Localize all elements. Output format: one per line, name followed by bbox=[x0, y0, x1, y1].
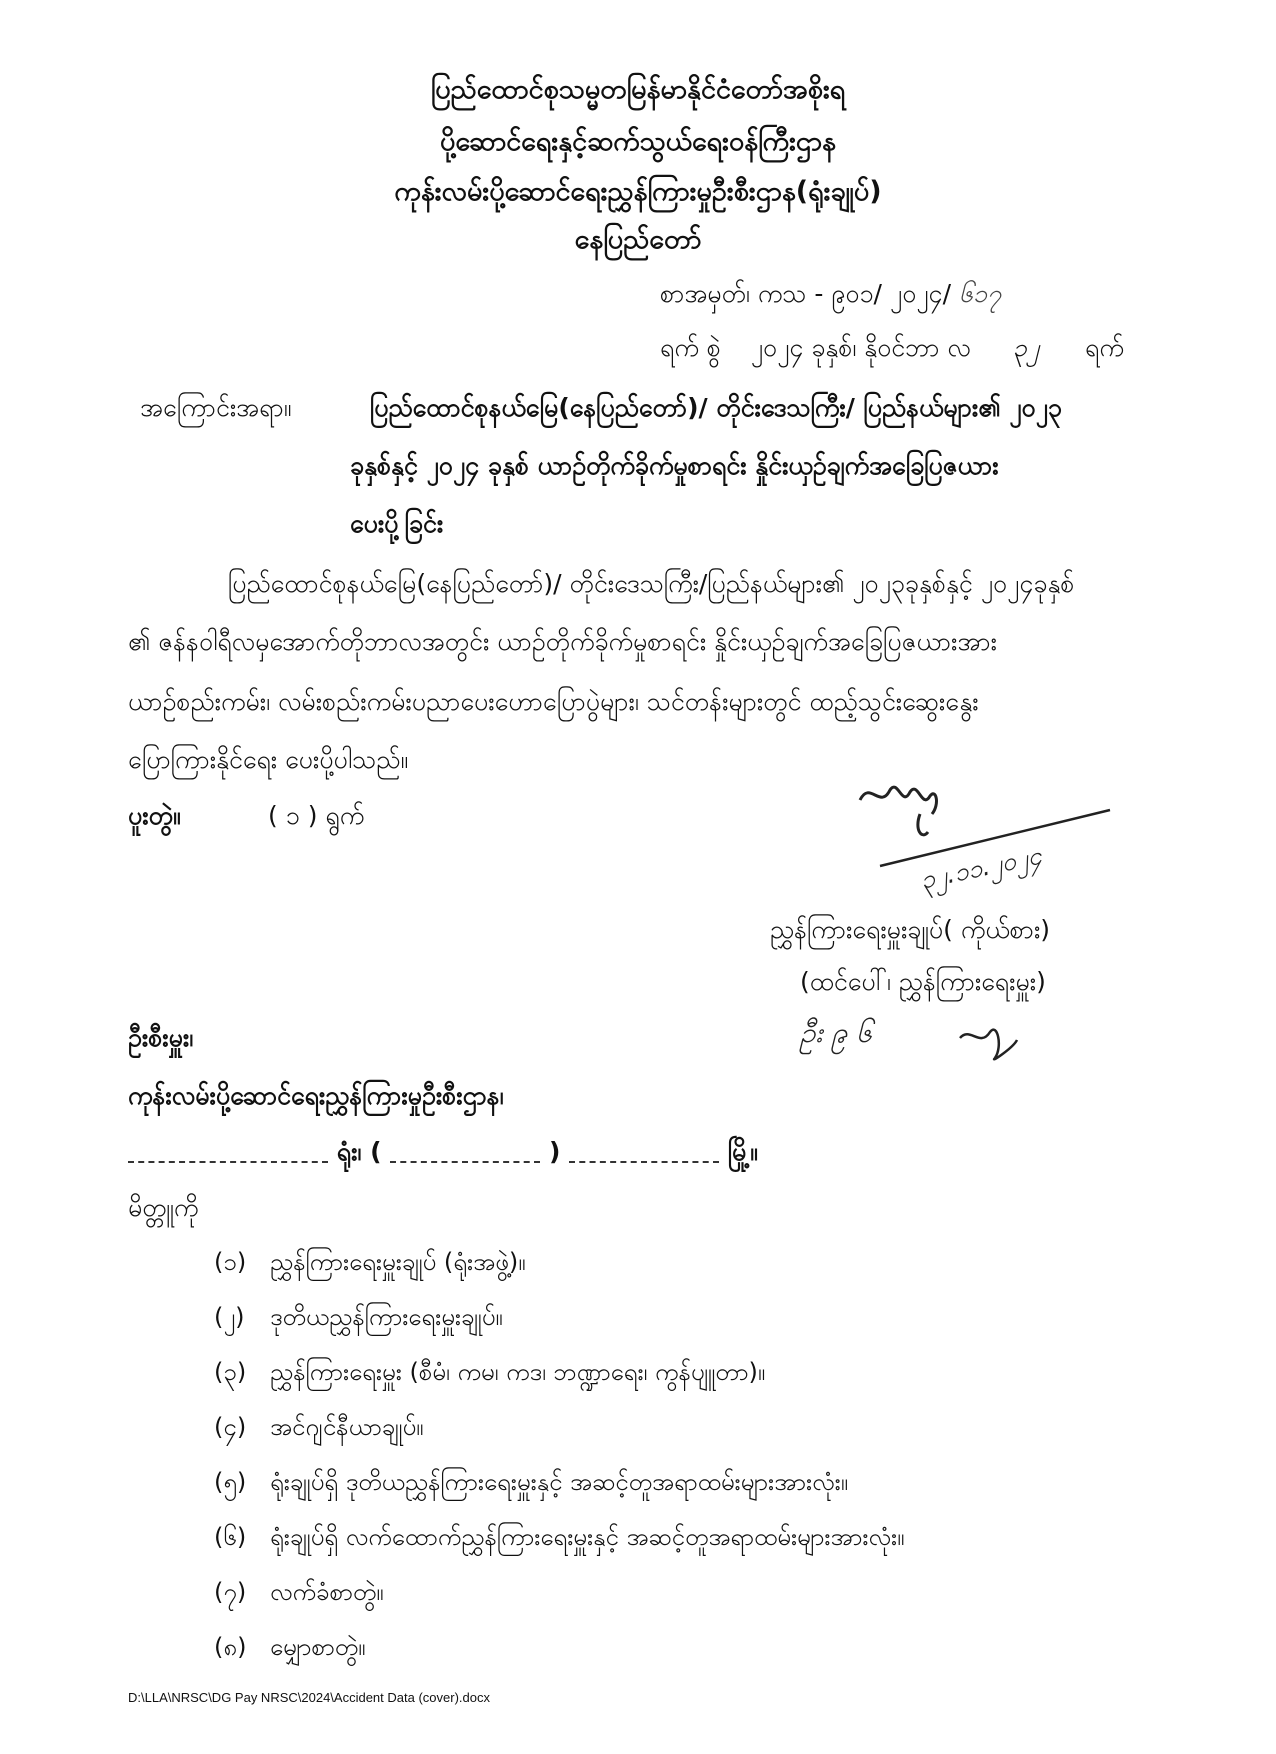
office-paren-blank bbox=[390, 1143, 540, 1163]
cc-item bbox=[214, 1521, 904, 1557]
cc-item-number: (၂) bbox=[214, 1303, 245, 1331]
enclosure-value: ( ၁ ) ရွက် bbox=[268, 801, 365, 830]
letter-number-text: စာအမှတ်၊ ကသ - ၉၀၁/ ၂၀၂၄/ bbox=[660, 279, 952, 308]
header-ministry-line1: ပြည်ထောင်စုသမ္မတမြန်မာနိုင်ငံတော်အစိုးရ bbox=[430, 74, 846, 105]
cc-item-text: ရုံးချုပ်ရှိ လက်ထောက်ညွှန်ကြားရေးမှူးနှင့် အဆင့်တူအရာထမ်းများအားလုံး။ bbox=[270, 1523, 905, 1551]
signature-stroke bbox=[860, 787, 936, 814]
cc-item-text: မျှောစာတွဲ။ bbox=[270, 1633, 366, 1661]
signatory-name: (ထင်ပေါ်၊ ညွှန်ကြားရေးမှူး) bbox=[800, 967, 1046, 996]
header-city: နေပြည်တော် bbox=[574, 224, 702, 255]
letter-date bbox=[660, 332, 1124, 369]
date-day-handwritten: ၃၂ bbox=[1012, 333, 1040, 362]
cc-item-number: (၁) bbox=[214, 1248, 247, 1276]
date-prefix: ရက် စွဲ bbox=[660, 333, 721, 362]
header-department-line: ကုန်းလမ်းပို့ဆောင်ရေးညွှန်ကြားမှုဦးစီးဌာန(ရုံးချုပ်) bbox=[394, 176, 882, 207]
city-label: မြို့။ bbox=[727, 1137, 758, 1166]
signatory-title: ညွှန်ကြားရေးမှူးချုပ်( ကိုယ်စား) bbox=[770, 915, 1051, 944]
cc-item bbox=[214, 1246, 525, 1282]
recipient-department: ကုန်းလမ်းပို့ဆောင်ရေးညွှန်ကြားမှုဦးစီးဌာန၊ bbox=[128, 1081, 504, 1110]
cc-item-text: ဒုတိယညွှန်ကြားရေးမှူးချုပ်။ bbox=[270, 1303, 503, 1331]
enclosure-label: ပူးတွဲ။ bbox=[128, 801, 181, 830]
cc-item-number: (၄) bbox=[214, 1413, 247, 1441]
cc-item-text: ညွှန်ကြားရေးမှူးချုပ် (ရုံးအဖွဲ့)။ bbox=[270, 1248, 526, 1276]
body-line-1: ပြည်ထောင်စုနယ်မြေ(နေပြည်တော်)/ တိုင်းဒေသကြီး/ပြည်နယ်များ၏ ၂၀၂၃ခုနှစ်နှင့် ၂၀၂၄ခုနှစ် bbox=[228, 569, 1075, 598]
header-ministry-line2: ပို့ဆောင်ရေးနှင့်ဆက်သွယ်ရေးဝန်ကြီးဌာန bbox=[440, 126, 836, 157]
initials-handwritten: ဦး ၉ ၆ bbox=[800, 1016, 872, 1049]
letter-number-handwritten: ၆၁၇ bbox=[958, 279, 1002, 308]
recipient-title: ဦးစီးမှူး၊ bbox=[128, 1023, 194, 1052]
cc-item-text: ရုံးချုပ်ရှိ ဒုတိယညွှန်ကြားရေးမှူးနှင့် အဆင့်တူအရာထမ်းများအားလုံး။ bbox=[270, 1468, 848, 1496]
recipient-address-line bbox=[128, 1136, 758, 1173]
letter-number bbox=[660, 278, 1001, 315]
cc-item bbox=[214, 1411, 423, 1447]
cc-item bbox=[214, 1631, 365, 1667]
subject-line-2: ခုနှစ်နှင့် ၂၀၂၄ ခုနှစ် ယာဉ်တိုက်ခိုက်မှုစာရင်း နှိုင်းယှဉ်ချက်အခြေပြဇယား bbox=[350, 451, 999, 480]
cc-item-text: လက်ခံစာတွဲ။ bbox=[270, 1578, 384, 1606]
cc-label: မိတ္တူကို bbox=[128, 1193, 199, 1222]
signature-mark bbox=[810, 770, 1130, 920]
body-line-2: ၏ ဇန်နဝါရီလမှအောက်တိုဘာလအတွင်း ယာဉ်တိုက်ခိုက်မှုစာရင်း နှိုင်းယှဉ်ချက်အခြေပြဇယားအား bbox=[128, 627, 997, 656]
cc-item bbox=[214, 1576, 383, 1612]
date-suffix: ရက် bbox=[1085, 333, 1124, 362]
signature-date-handwritten: ၃၂.၁၁.၂၀၂၄ bbox=[917, 840, 1045, 895]
office-blank bbox=[128, 1143, 328, 1163]
cc-item-number: (၆) bbox=[214, 1523, 247, 1551]
date-text: ၂၀၂၄ ခုနှစ်၊ နိုဝင်ဘာ လ bbox=[750, 333, 971, 362]
close-paren: ) bbox=[548, 1137, 561, 1166]
subject-label: အကြောင်းအရာ။ bbox=[140, 393, 292, 422]
city-blank bbox=[569, 1143, 719, 1163]
initials-scribble-stroke bbox=[960, 1030, 1017, 1060]
cc-item-number: (၇) bbox=[214, 1578, 247, 1606]
file-path-footer: D:\LLA\NRSC\DG Pay NRSC\2024\Accident Data (cover).docx bbox=[128, 1690, 490, 1705]
cc-item-number: (၃) bbox=[214, 1358, 247, 1386]
cc-item bbox=[214, 1301, 503, 1337]
cc-item-text: ညွှန်ကြားရေးမှူး (စီမံ၊ ကမ၊ ကဒ၊ ဘဏ္ဍာရေး၊ ကွန်ပျူတာ)။ bbox=[270, 1358, 766, 1386]
cc-item-text: အင်ဂျင်နီယာချုပ်။ bbox=[270, 1413, 424, 1441]
signature-stroke-2 bbox=[918, 814, 928, 835]
initials-scribble bbox=[955, 1018, 1025, 1068]
cc-item-number: (၈) bbox=[214, 1633, 247, 1661]
subject-line-3: ပေးပို့ခြင်း bbox=[350, 509, 444, 538]
subject-line-1: ပြည်ထောင်စုနယ်မြေ(နေပြည်တော်)/ တိုင်းဒေသကြီး/ ပြည်နယ်များ၏ ၂၀၂၃ bbox=[370, 393, 1062, 422]
cc-item bbox=[214, 1356, 765, 1392]
cc-item-number: (၅) bbox=[214, 1468, 247, 1496]
cc-item bbox=[214, 1466, 848, 1502]
body-line-3: ယာဉ်စည်းကမ်း၊ လမ်းစည်းကမ်းပညာပေးဟောပြောပွဲများ၊ သင်တန်းများတွင် ထည့်သွင်းဆွေးနွေး bbox=[128, 687, 979, 716]
office-label: ရုံး၊ ( bbox=[336, 1137, 382, 1166]
body-line-4: ပြောကြားနိုင်ရေး ပေးပို့ပါသည်။ bbox=[128, 745, 409, 774]
